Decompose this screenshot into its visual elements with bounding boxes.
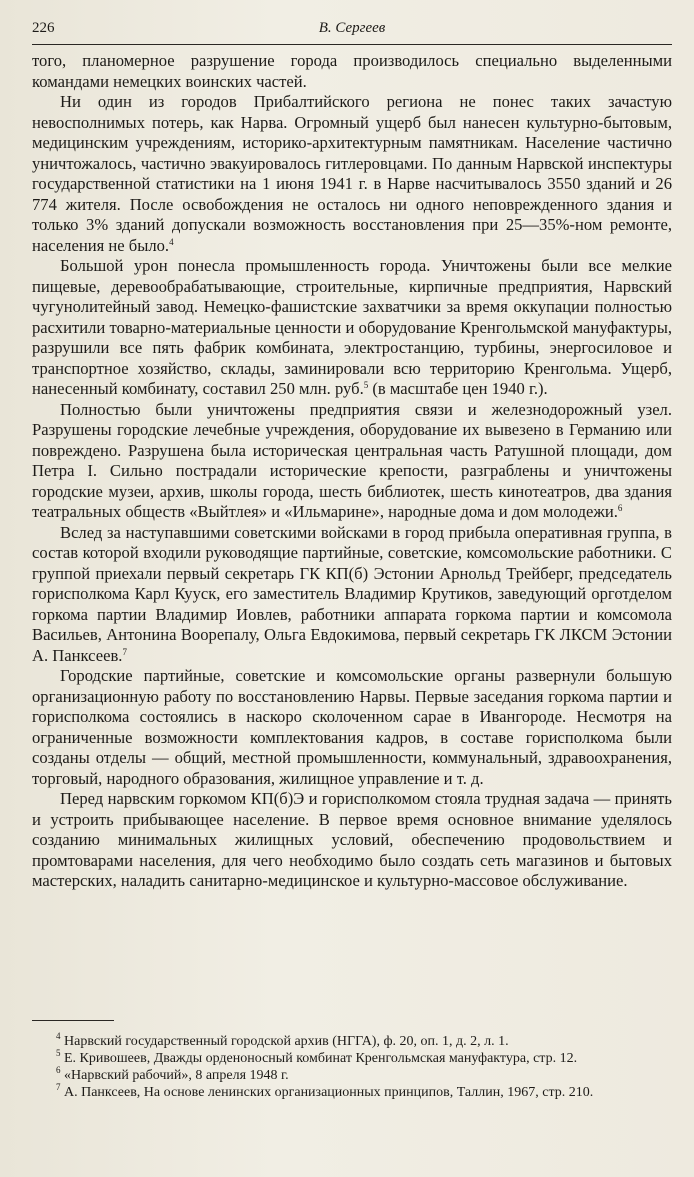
footnote-marker: 6 [56,1065,61,1075]
footnote-ref-5[interactable]: 5 [363,380,369,390]
footnote-text: Нарвский государственный городской архив (НГГА), ф. 20, оп. 1, д. 2, л. 1. [64,1034,509,1049]
body-text [32,51,672,892]
paragraph-1 [32,51,672,92]
paragraph-7 [32,789,672,892]
footnote-divider [32,1020,114,1021]
footnote-5 [32,1050,672,1067]
footnote-marker: 4 [56,1031,61,1041]
footnotes [32,1020,672,1101]
paragraph-6-text: Городские партийные, советские и комсомольские органы развернули большую организационную работу по восстановлению Нарвы. Первые заседания горкома партии и горисполкома состоялись в наскоро сколоченном сарае в Ивангороде. Несмотря на ограниченные возможности комплектования кадров, в составе горисполкома были созданы отделы — общий, местной промышленности, коммунальный, здравоохранения, торговый, народного образования, жилищное управление и т. д. [32,666,672,788]
running-head: В. Сергеев [318,20,386,36]
footnote-ref-6[interactable]: 6 [617,503,623,513]
footnote-text: Е. Кривошеев, Дважды орденоносный комбинат Кренгольмская мануфактура, стр. 12. [64,1051,578,1066]
footnote-ref-4[interactable]: 4 [169,236,174,247]
paragraph-1-text: того, планомерное разрушение города производилось специально выделенными командами немецких воинских частей. [32,51,672,91]
paragraph-5-text: Вслед за наступавшими советскими войсками в город прибыла оперативная группа, в состав которой входили руководящие партийные, советские, комсомольские работники. С группой приехали первый секретарь ГК КП(б) Эстонии Арнольд Трейберг, председатель горисполкома Карл Кууск, его заместитель Владимир Крутиков, заведующий орготделом горкома партии Владимир Иовлев, работники аппарата горкома партии и комсомола Васильев, Антонина Воорепалу, Ольга Евдокимова, первый секретарь ГК ЛКСМ Эстонии А. Панксеев. [32,522,672,665]
paragraph-3-text: Большой урон понесла промышленность города. Уничтожены были все мелкие пищевые, деревообрабатывающие, строительные, кирпичные предприятия, Нарвский чугунолитейный завод. Немецко-фашистские захватчики за время оккупации полностью расхитили товарно-материальные ценности и оборудование Кренгольмской мануфактуры, разрушили все пять фабрик комбината, электростанцию, турбины, энергосиловое и транспортное хозяйство, склады, заминировали всю территорию Кренгольма. Ущерб, нанесенный комбинату, составил 250 млн. руб. [32,256,672,398]
paragraph-2-text: Ни один из городов Прибалтийского региона не понес таких зачастую невосполнимых потерь, как Нарва. Огромный ущерб был нанесен культурно-бытовым, медицинским учреждениям, историко-архитектурным памятникам. Население частично уничтожалось, частично эвакуировалось гитлеровцами. По данным Нарвской инспектуры государственной статистики на 1 июня 1941 г. в Нарве насчитывалось 3550 зданий и 26 774 жителя. После освобождения не осталось ни одного неповрежденного здания и только 3% зданий допускали возможность восстановления при 25—35%-ном ремонте, населения не было. [32,92,672,255]
paragraph-6 [32,666,672,789]
footnote-marker: 7 [56,1082,61,1092]
footnote-6 [32,1067,672,1084]
paragraph-3-tail: (в масштабе цен 1940 г.). [368,379,548,398]
paragraph-4-text: Полностью были уничтожены предприятия связи и железнодорожный узел. Разрушены городские лечебные учреждения, оборудование их вывезено в Германию или повреждено. Разрушена была историческая центральная часть Ратушной площади, дом Петра I. Сильно пострадали исторические крепости, разграблены и уничтожены городские музеи, архив, школы города, шесть библиотек, шесть кинотеатров, два здания театральных обществ «Выйтлея» и «Ильмарине», народные дома и дом молодежи. [32,399,672,521]
paragraph-3 [32,256,672,400]
page-number: 226 [32,20,55,36]
footnote-ref-7[interactable]: 7 [122,646,127,657]
footnote-marker: 5 [56,1048,61,1058]
footnote-4 [32,1033,672,1050]
footnote-text: А. Панксеев, На основе ленинских организационных принципов, Таллин, 1967, стр. 210. [64,1085,594,1100]
paragraph-4 [32,400,672,523]
paragraph-2 [32,92,672,256]
page-header [32,20,672,45]
paragraph-5 [32,523,672,667]
footnote-text: «Нарвский рабочий», 8 апреля 1948 г. [64,1068,289,1083]
footnote-7 [32,1084,672,1101]
paragraph-7-text: Перед нарвским горкомом КП(б)Э и горисполкомом стояла трудная задача — принять и устроить прибывающее население. В первое время основное внимание уделялось созданию минимальных жилищных условий, обеспечению продовольствием и промтоварами населения, для чего необходимо было создать сеть магазинов и бытовых мастерских, наладить санитарно-медицинское и культурно-массовое обслуживание. [32,789,672,890]
